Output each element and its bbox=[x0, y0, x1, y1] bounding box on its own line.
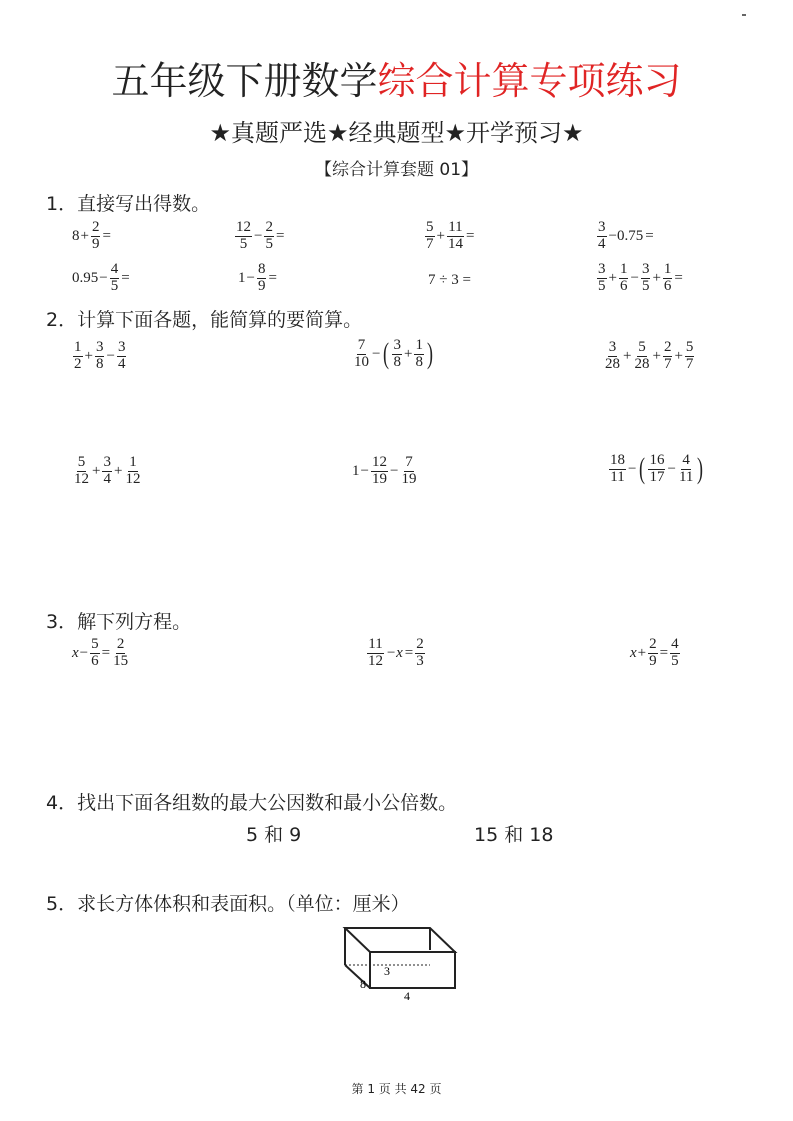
operator: − bbox=[99, 269, 108, 286]
numerator: 2 bbox=[649, 636, 657, 652]
title-red: 综合计算专项练习 bbox=[377, 59, 682, 103]
operator: −x bbox=[386, 644, 403, 661]
fraction bbox=[235, 220, 252, 253]
q2-d bbox=[72, 455, 142, 488]
denominator: 8 bbox=[415, 353, 423, 370]
fraction bbox=[95, 340, 105, 373]
denominator: 5 bbox=[641, 277, 650, 294]
q1-c bbox=[424, 220, 475, 253]
fraction bbox=[597, 220, 607, 253]
q1-h bbox=[596, 262, 684, 295]
denominator: 4 bbox=[117, 355, 126, 372]
fraction bbox=[414, 338, 424, 371]
q2-c bbox=[603, 340, 695, 373]
section-1-heading: 1．直接写出得数。 bbox=[46, 193, 211, 215]
denominator: 19 bbox=[371, 470, 387, 487]
numerator: 5 bbox=[638, 339, 646, 355]
fraction bbox=[663, 262, 673, 295]
set-name: 【综合计算套题 01】 bbox=[314, 160, 479, 180]
operator: + bbox=[113, 462, 123, 479]
q3-b bbox=[366, 637, 426, 670]
numerator: 3 bbox=[598, 219, 606, 235]
q1-a bbox=[72, 220, 112, 253]
denominator: 6 bbox=[619, 277, 628, 294]
fraction bbox=[633, 340, 650, 373]
fraction bbox=[641, 262, 651, 295]
expression-text: 7 ÷ 3 = bbox=[428, 272, 471, 288]
section-5-heading: 5．求长方体体积和表面积。（单位：厘米） bbox=[46, 893, 410, 915]
operator: + bbox=[403, 345, 413, 362]
numerator: 18 bbox=[610, 452, 625, 468]
variable: x bbox=[630, 644, 637, 661]
number-pair-1: 5 和 9 bbox=[246, 824, 302, 846]
operator: −0.75 bbox=[608, 227, 644, 244]
operator: − bbox=[389, 462, 399, 479]
denominator: 9 bbox=[91, 235, 100, 252]
denominator: 12 bbox=[74, 470, 89, 487]
denominator: 4 bbox=[598, 235, 606, 252]
equals: = bbox=[674, 269, 683, 286]
section-4-heading: 4．找出下面各组数的最大公因数和最小公倍数。 bbox=[46, 792, 458, 814]
operator: + bbox=[652, 347, 661, 364]
operator: − bbox=[360, 462, 369, 479]
denominator: 5 bbox=[110, 277, 119, 294]
width-label: 4 bbox=[404, 989, 410, 1003]
operator: − bbox=[254, 227, 263, 244]
fraction bbox=[90, 637, 100, 670]
q1-b bbox=[234, 220, 285, 253]
term: 1 bbox=[238, 269, 246, 286]
numerator: 5 bbox=[426, 219, 434, 235]
operator: + bbox=[436, 227, 445, 244]
denominator: 11 bbox=[610, 468, 625, 485]
fraction bbox=[110, 262, 120, 295]
numerator: 12 bbox=[236, 219, 251, 235]
fraction bbox=[648, 453, 665, 486]
height-label: 3 bbox=[384, 964, 390, 978]
numerator: 5 bbox=[91, 636, 99, 652]
fraction bbox=[609, 453, 626, 486]
cuboid-diagram bbox=[330, 920, 470, 1005]
page-subtitle: ★真题严选★经典题型★开学预习★ bbox=[209, 119, 584, 147]
operator: − bbox=[372, 345, 381, 362]
denominator: 7 bbox=[685, 355, 694, 372]
fraction bbox=[102, 455, 112, 488]
cuboid-top-face bbox=[345, 928, 455, 952]
q2-b bbox=[352, 338, 435, 371]
denominator: 4 bbox=[103, 470, 111, 487]
denominator: 17 bbox=[649, 468, 665, 485]
variable: x bbox=[72, 644, 79, 661]
operator: − bbox=[79, 644, 89, 661]
numerator: 3 bbox=[641, 261, 650, 277]
numerator: 3 bbox=[95, 339, 104, 355]
fraction bbox=[619, 262, 629, 295]
fraction bbox=[353, 338, 370, 371]
denominator: 14 bbox=[447, 235, 463, 252]
fraction bbox=[371, 455, 388, 488]
numerator: 2 bbox=[416, 636, 424, 652]
numerator: 4 bbox=[682, 452, 690, 468]
equals: = bbox=[659, 644, 669, 661]
term: 1 bbox=[352, 462, 360, 479]
denominator: 19 bbox=[401, 470, 417, 487]
length-label: 8 bbox=[360, 977, 366, 991]
operator: + bbox=[92, 462, 101, 479]
fraction bbox=[264, 220, 274, 253]
operator: + bbox=[652, 269, 661, 286]
fraction bbox=[257, 262, 267, 295]
operator: + bbox=[84, 347, 93, 364]
denominator: 15 bbox=[113, 652, 129, 669]
fraction bbox=[400, 455, 417, 488]
numerator: 1 bbox=[619, 261, 628, 277]
q2-e bbox=[352, 455, 418, 488]
numerator: 8 bbox=[257, 261, 266, 277]
denominator: 7 bbox=[426, 235, 434, 252]
denominator: 12 bbox=[125, 470, 141, 487]
numerator: 5 bbox=[77, 454, 86, 470]
q3-a bbox=[72, 637, 130, 670]
operator: + bbox=[637, 644, 647, 661]
q1-f bbox=[238, 262, 278, 295]
left-paren: ( bbox=[383, 337, 390, 371]
fraction bbox=[73, 455, 90, 488]
equals: = bbox=[465, 227, 475, 244]
fraction bbox=[124, 455, 141, 488]
numerator: 3 bbox=[598, 261, 606, 277]
fraction bbox=[367, 637, 384, 670]
fraction bbox=[685, 340, 695, 373]
numerator: 1 bbox=[74, 339, 82, 355]
fraction bbox=[648, 637, 658, 670]
numerator: 4 bbox=[671, 636, 679, 652]
page-title bbox=[0, 50, 793, 105]
fraction bbox=[670, 637, 680, 670]
numerator: 1 bbox=[415, 337, 423, 353]
left-paren: ( bbox=[639, 452, 646, 486]
denominator: 7 bbox=[663, 355, 672, 372]
title-black: 五年级下册数学 bbox=[111, 59, 378, 103]
numerator: 2 bbox=[91, 219, 100, 235]
denominator: 8 bbox=[95, 355, 104, 372]
numerator: 7 bbox=[405, 454, 413, 470]
numerator: 7 bbox=[357, 337, 366, 353]
denominator: 28 bbox=[634, 355, 650, 372]
denominator: 12 bbox=[368, 652, 383, 669]
equals: = bbox=[645, 227, 654, 244]
numerator: 5 bbox=[685, 339, 694, 355]
fraction bbox=[678, 453, 694, 486]
fraction bbox=[415, 637, 425, 670]
denominator: 2 bbox=[74, 355, 82, 372]
denominator: 9 bbox=[257, 277, 266, 294]
right-paren: ) bbox=[426, 337, 433, 371]
numerator: 11 bbox=[448, 219, 463, 235]
fraction bbox=[392, 338, 402, 371]
denominator: 5 bbox=[239, 235, 248, 252]
numerator: 1 bbox=[129, 454, 137, 470]
corner-mark bbox=[742, 14, 746, 16]
cuboid-front-face bbox=[370, 952, 455, 988]
denominator: 10 bbox=[354, 353, 369, 370]
denominator: 5 bbox=[671, 652, 679, 669]
fraction bbox=[112, 637, 129, 670]
denominator: 11 bbox=[678, 468, 694, 485]
numerator: 4 bbox=[110, 261, 119, 277]
denominator: 5 bbox=[265, 235, 273, 252]
numerator: 2 bbox=[663, 339, 672, 355]
fraction bbox=[91, 220, 101, 253]
fraction bbox=[425, 220, 435, 253]
operator: + bbox=[80, 227, 89, 244]
term: 8 bbox=[72, 227, 80, 244]
operator: − bbox=[630, 269, 639, 286]
q1-d bbox=[596, 220, 655, 253]
number-pair-2: 15 和 18 bbox=[474, 824, 554, 846]
numerator: 3 bbox=[608, 339, 617, 355]
numerator: 2 bbox=[265, 219, 273, 235]
denominator: 6 bbox=[663, 277, 672, 294]
numerator: 11 bbox=[368, 636, 383, 652]
q1-g bbox=[428, 272, 471, 289]
operator: + bbox=[623, 347, 632, 364]
fraction bbox=[597, 262, 607, 295]
numerator: 3 bbox=[117, 339, 126, 355]
q2-a bbox=[72, 340, 127, 373]
fraction bbox=[73, 340, 83, 373]
denominator: 9 bbox=[649, 652, 657, 669]
operator: − bbox=[106, 347, 115, 364]
equals: = bbox=[404, 644, 414, 661]
section-3-heading: 3．解下列方程。 bbox=[46, 611, 192, 633]
equals: = bbox=[268, 269, 277, 286]
fraction bbox=[117, 340, 127, 373]
operator: + bbox=[674, 347, 683, 364]
fraction bbox=[604, 340, 621, 373]
denominator: 28 bbox=[605, 355, 620, 372]
section-2-heading: 2．计算下面各题，能简算的要简算。 bbox=[46, 309, 363, 331]
numerator: 3 bbox=[393, 337, 401, 353]
equals: = bbox=[121, 269, 130, 286]
denominator: 8 bbox=[393, 353, 401, 370]
fraction bbox=[447, 220, 464, 253]
equals: = bbox=[101, 644, 111, 661]
operator: − bbox=[667, 460, 676, 477]
denominator: 3 bbox=[416, 652, 424, 669]
numerator: 2 bbox=[116, 636, 125, 652]
denominator: 6 bbox=[91, 652, 99, 669]
q1-e bbox=[72, 262, 131, 295]
operator: − bbox=[628, 460, 637, 477]
equals: = bbox=[275, 227, 285, 244]
denominator: 5 bbox=[598, 277, 606, 294]
fraction bbox=[663, 340, 673, 373]
numerator: 16 bbox=[649, 452, 665, 468]
numerator: 1 bbox=[663, 261, 672, 277]
page-footer: 第 1 页 共 42 页 bbox=[351, 1082, 442, 1096]
operator: − bbox=[246, 269, 255, 286]
right-paren: ) bbox=[697, 452, 704, 486]
q3-c bbox=[630, 637, 681, 670]
operator: + bbox=[608, 269, 617, 286]
numerator: 12 bbox=[371, 454, 387, 470]
equals: = bbox=[102, 227, 111, 244]
term: 0.95 bbox=[72, 269, 99, 286]
q2-f bbox=[608, 453, 705, 486]
numerator: 3 bbox=[103, 454, 111, 470]
